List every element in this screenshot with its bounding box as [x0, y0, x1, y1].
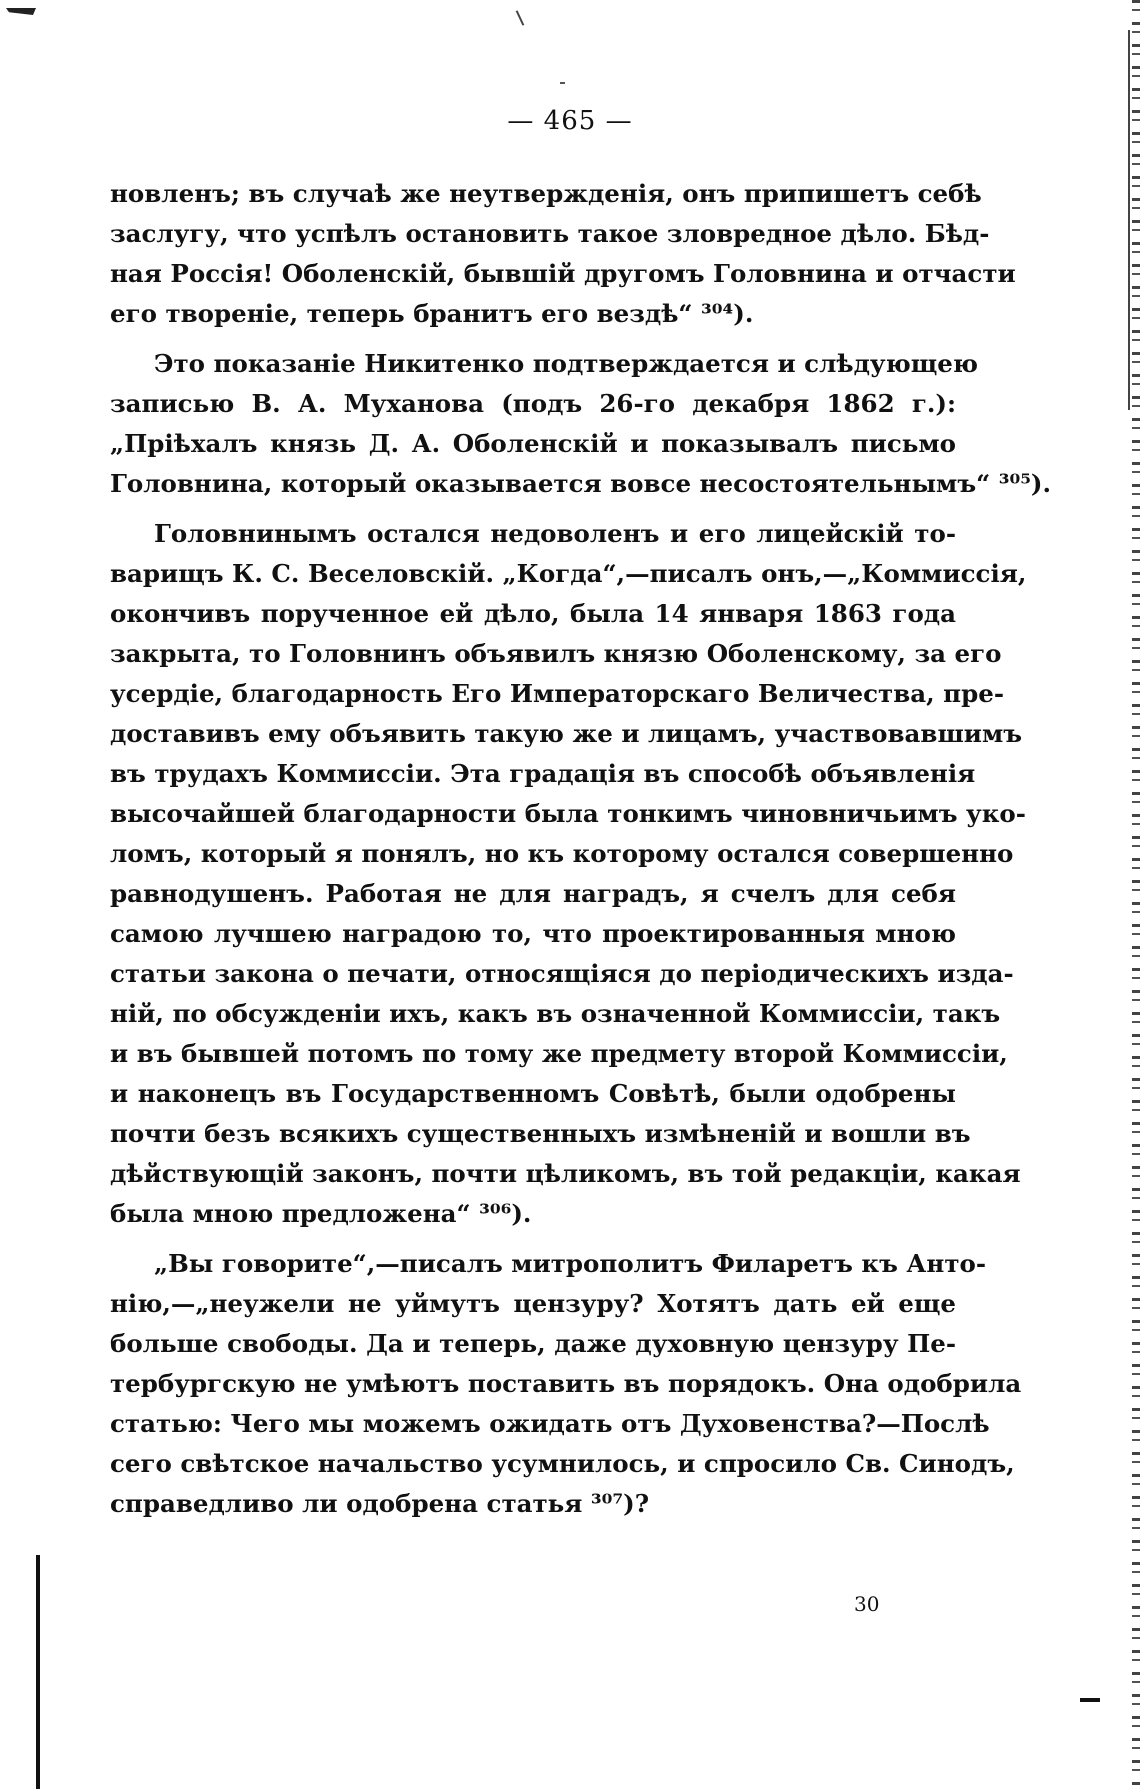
scan-artifact [560, 82, 565, 84]
text-line: закрыта, то Головнинъ объявилъ князю Оболенскому, за его [110, 639, 1002, 668]
page-number: — 465 — [507, 106, 633, 136]
paragraph [110, 174, 1016, 334]
text-line: Это показаніе Никитенко подтверждается и слѣдующею [154, 349, 978, 378]
text-line: статью: Чего мы можемъ ожидать отъ Духовенства?—Послѣ [110, 1409, 990, 1438]
scan-artifact [36, 1555, 40, 1789]
scan-artifact [516, 10, 525, 25]
paragraph [110, 344, 1052, 504]
text-line: варищъ К. С. Веселовскій. „Когда“,—писалъ онъ,—„Коммиссія, [110, 559, 1027, 588]
text-line: и въ бывшей потомъ по тому же предмету второй Коммиссіи, [110, 1039, 1008, 1068]
text-line: справедливо ли одобрена статья ³⁰⁷)? [110, 1489, 650, 1518]
text-line: Головнина, который оказывается вовсе несостоятельнымъ“ ³⁰⁵). [110, 469, 1052, 498]
text-line: усердіе, благодарность Его Императорскаго Величества, пре- [110, 679, 1004, 708]
scan-artifact [1128, 30, 1130, 410]
text-line: дѣйствующій законъ, почти цѣликомъ, въ той редакціи, какая [110, 1159, 1021, 1188]
text-line: ломъ, который я понялъ, но къ которому остался совершенно [110, 839, 1014, 868]
signature-mark: 30 [854, 1592, 880, 1616]
scan-edge [1132, 0, 1140, 1789]
paragraph [110, 514, 1027, 1234]
text-line: новленъ; въ случаѣ же неутвержденія, онъ припишетъ себѣ [110, 179, 982, 208]
text-line: равнодушенъ. Работая не для наградъ, я счелъ для себя [110, 879, 956, 908]
text-line: доставивъ ему объявить такую же и лицамъ, участвовавшимъ [110, 719, 1023, 748]
text-line: высочайшей благодарности была тонкимъ чиновничьимъ уко- [110, 799, 1026, 828]
paragraph [110, 1244, 1022, 1524]
text-line: его твореніе, теперь бранитъ его вездѣ“ ³⁰⁴). [110, 299, 754, 328]
text-line: окончивъ порученное ей дѣло, была 14 января 1863 года [110, 599, 956, 628]
text-line: больше свободы. Да и теперь, даже духовную цензуру Пе- [110, 1329, 956, 1358]
body-text [110, 174, 1052, 1524]
scan-artifact [1080, 1698, 1100, 1702]
text-line: самою лучшею наградою то, что проектированныя мною [110, 919, 956, 948]
text-line: въ трудахъ Коммиссіи. Эта градація въ способѣ объявленія [110, 759, 976, 788]
text-line: „Пріѣхалъ князь Д. А. Оболенскій и показывалъ письмо [110, 429, 956, 458]
text-line: ній, по обсужденіи ихъ, какъ въ означенной Коммиссіи, такъ [110, 999, 1001, 1028]
text-line: заслугу, что успѣлъ остановить такое зловредное дѣло. Бѣд- [110, 219, 990, 248]
text-line: сего свѣтское начальство усумнилось, и спросило Св. Синодъ, [110, 1449, 1015, 1478]
text-line: „Вы говорите“,—писалъ митрополитъ Филаретъ къ Анто- [154, 1249, 987, 1278]
text-line: тербургскую не умѣютъ поставить въ порядокъ. Она одобрила [110, 1369, 1022, 1398]
text-line: почти безъ всякихъ существенныхъ измѣненій и вошли въ [110, 1119, 971, 1148]
text-line: была мною предложена“ ³⁰⁶). [110, 1199, 532, 1228]
scan-artifact [6, 8, 36, 15]
text-line: записью В. А. Муханова (подъ 26-го декабря 1862 г.): [110, 389, 956, 418]
text-line: ная Россія! Оболенскій, бывшій другомъ Головнина и отчасти [110, 259, 1016, 288]
text-line: статьи закона о печати, относящіяся до періодическихъ изда- [110, 959, 1014, 988]
text-line: Головнинымъ остался недоволенъ и его лицейскій то- [154, 519, 956, 548]
text-line: и наконецъ въ Государственномъ Совѣтѣ, были одобрены [110, 1079, 956, 1108]
text-line: нію,—„неужели не уймутъ цензуру? Хотятъ дать ей еще [110, 1289, 956, 1318]
